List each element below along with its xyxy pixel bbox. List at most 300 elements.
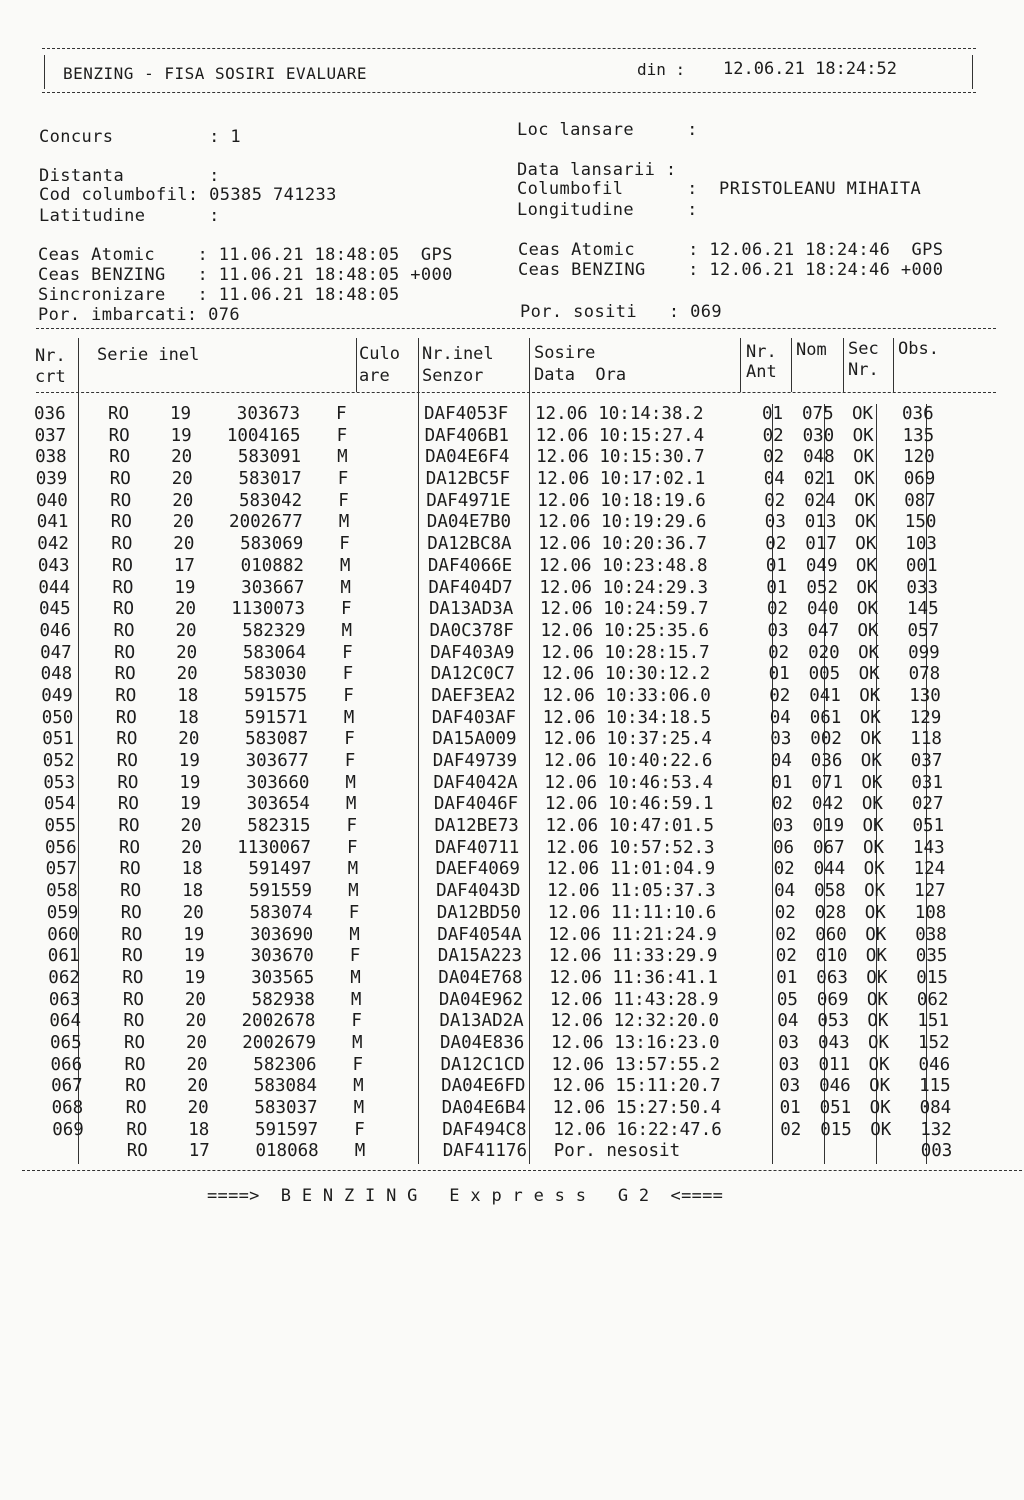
row-country-cell: RO [125, 1076, 147, 1097]
row-obs-cell: 036 [902, 404, 934, 424]
row-year-cell: 20 [178, 729, 200, 750]
row-sec-cell: OK [865, 924, 887, 945]
table-row [46, 859, 1024, 881]
row-sex-cell: M [345, 794, 357, 815]
row-antenna-cell: 03 [778, 1032, 800, 1053]
row-sec-cell: OK [852, 425, 874, 446]
row-obs-cell: 087 [904, 490, 936, 511]
table-row [40, 621, 1024, 643]
row-sec-cell: OK [861, 794, 883, 815]
row-sex-cell: M [345, 772, 356, 793]
col-header-serie: Serie inel [97, 345, 200, 365]
row-antenna-cell: 04 [774, 881, 796, 902]
row-nr-cell: 045 [39, 599, 71, 620]
row-nr-cell: 058 [46, 881, 78, 902]
row-sensor-cell: DAEF4069 [435, 859, 520, 880]
row-antenna-cell: 01 [768, 664, 790, 685]
row-sex-cell: F [338, 490, 349, 511]
table-header-divider [36, 392, 996, 393]
row-year-cell: 19 [184, 967, 206, 988]
table-row [53, 1141, 1024, 1163]
arrivals-table [34, 404, 1024, 1163]
row-antenna-cell: 03 [764, 512, 786, 533]
row-year-cell: 19 [183, 924, 205, 945]
row-sex-cell: M [350, 967, 361, 988]
row-nr-cell: 042 [37, 534, 69, 555]
row-country-cell: RO [120, 881, 142, 902]
row-year-cell: 19 [170, 404, 192, 424]
row-sex-cell: F [342, 642, 353, 663]
row-sex-cell: F [352, 1054, 364, 1075]
row-sec-cell: OK [860, 729, 882, 750]
row-country-cell: RO [122, 989, 144, 1010]
row-sensor-cell: DA15A223 [437, 946, 523, 967]
row-arrival-cell: 12.06 11:21:24.9 [548, 924, 717, 945]
row-country-cell: RO [110, 512, 132, 533]
col-header-nom: Nom [796, 340, 827, 360]
row-ring-cell: 1004165 [226, 425, 301, 446]
row-country-cell: RO [123, 1011, 145, 1032]
row-country-cell: RO [109, 469, 131, 490]
row-antenna-cell: 02 [780, 1119, 802, 1140]
row-ring-cell: 582306 [253, 1054, 317, 1075]
row-year-cell: 20 [187, 1098, 209, 1118]
row-country-cell: RO [110, 490, 132, 511]
row-obs-cell: 046 [918, 1054, 951, 1075]
row-sec-cell: OK [864, 902, 886, 923]
row-nom-cell: 015 [820, 1119, 852, 1140]
ceas-atomic-right: Ceas Atomic : 12.06.21 18:24:46 GPS [518, 240, 944, 260]
row-nom-cell: 020 [808, 642, 840, 663]
row-obs-cell: 150 [904, 512, 937, 533]
row-sensor-cell: DA0C378F [429, 620, 514, 641]
row-sec-cell: OK [867, 1011, 889, 1032]
date-label: din : [637, 60, 686, 79]
row-ring-cell: 591497 [248, 859, 312, 880]
row-country-cell: RO [126, 1141, 148, 1162]
row-ring-cell: 303673 [236, 404, 300, 424]
row-sex-cell: M [352, 1032, 363, 1053]
row-obs-cell: 129 [909, 707, 942, 728]
row-obs-cell: 033 [906, 577, 939, 598]
col-header-sec-nr: Nr. [848, 360, 879, 380]
loc-lansare-field: Loc lansare : [517, 120, 698, 140]
row-sec-cell: OK [861, 772, 883, 793]
row-country-cell: RO [124, 1032, 146, 1053]
row-country-cell: RO [115, 707, 137, 728]
row-year-cell: 18 [177, 707, 199, 728]
por-imbarcati-field: Por. imbarcati: 076 [38, 305, 241, 325]
row-arrival-cell: 12.06 12:32:20.0 [550, 1011, 719, 1032]
row-sensor-cell: DA12C1CD [440, 1054, 525, 1075]
row-nom-cell: 042 [811, 794, 844, 815]
footer-banner: ====> B E N Z I N G E x p r e s s G 2 <==== [207, 1186, 724, 1206]
row-arrival-cell: 12.06 11:01:04.9 [546, 859, 716, 880]
row-sex-cell: F [343, 685, 354, 706]
row-nr-cell: 043 [37, 555, 70, 576]
row-arrival-cell: 12.06 11:33:29.9 [548, 946, 718, 967]
row-antenna-cell: 03 [772, 816, 794, 837]
report-date: 12.06.21 18:24:52 [723, 59, 897, 79]
row-sensor-cell: DAF406B1 [424, 425, 509, 446]
table-row [38, 556, 1024, 578]
row-sex-cell: M [354, 1141, 366, 1162]
row-nom-cell: 019 [812, 816, 845, 837]
row-sex-cell: F [354, 1119, 365, 1140]
row-sec-cell: OK [864, 881, 886, 902]
row-nom-cell: 060 [815, 924, 847, 945]
row-sex-cell: F [344, 729, 355, 750]
col-header-senzor: Senzor [422, 366, 484, 386]
row-antenna-cell: 02 [763, 447, 785, 468]
row-arrival-cell: 12.06 10:24:29.3 [539, 577, 708, 598]
row-ring-cell: 010882 [240, 555, 304, 576]
row-obs-cell: 027 [911, 794, 944, 815]
row-year-cell: 20 [185, 1011, 207, 1032]
row-arrival-cell: 12.06 10:15:27.4 [535, 425, 705, 446]
cod-columbofil-field: Cod columbofil: 05385 741233 [39, 185, 337, 205]
row-arrival-cell: 12.06 10:46:53.4 [544, 772, 713, 793]
row-sec-cell: OK [854, 490, 876, 511]
row-nr-cell: 057 [45, 859, 78, 880]
row-ring-cell: 582315 [247, 816, 311, 837]
row-nr-cell: 055 [44, 816, 77, 837]
row-sensor-cell: DA04E6B4 [441, 1098, 526, 1118]
row-antenna-cell: 04 [763, 469, 785, 490]
table-row [48, 968, 1024, 990]
row-year-cell: 20 [186, 1054, 208, 1075]
row-year-cell: 20 [172, 512, 194, 533]
row-obs-cell: 120 [903, 447, 935, 468]
row-ring-cell: 303677 [245, 751, 309, 771]
row-sec-cell: OK [862, 816, 884, 837]
row-country-cell: RO [125, 1098, 147, 1118]
row-year-cell: 18 [177, 685, 199, 706]
col-header-nr-ant: Nr. [746, 342, 777, 362]
row-nom-cell: 063 [816, 967, 848, 988]
col-header-obs: Obs. [898, 339, 939, 359]
row-sex-cell: M [347, 859, 359, 880]
row-obs-cell: 051 [912, 816, 945, 837]
row-nr-cell: 059 [46, 902, 79, 923]
table-row [36, 469, 1024, 491]
row-sensor-cell: DAF4066E [427, 555, 513, 576]
table-row [35, 426, 1024, 448]
table-row [51, 1076, 1024, 1098]
row-country-cell: RO [121, 924, 143, 945]
table-row [38, 578, 1024, 600]
row-nr-cell: 038 [35, 447, 67, 468]
row-obs-cell: 038 [915, 924, 947, 945]
row-arrival-cell: 12.06 15:11:20.7 [552, 1076, 721, 1097]
row-antenna-cell: 03 [778, 1054, 800, 1075]
row-obs-cell: 127 [914, 881, 946, 902]
row-sex-cell: F [344, 751, 356, 771]
row-antenna-cell: 06 [773, 837, 795, 858]
table-row [44, 794, 1024, 816]
row-sensor-cell: DA12BC5F [425, 469, 510, 490]
row-sex-cell: F [351, 1011, 362, 1032]
row-nom-cell: 002 [810, 729, 842, 750]
row-arrival-cell: 12.06 10:28:15.7 [541, 642, 710, 663]
header-left-border [44, 55, 45, 89]
row-nr-cell: 036 [34, 404, 66, 424]
row-ring-cell: 583069 [240, 534, 304, 555]
row-antenna-cell: 01 [771, 772, 793, 793]
row-nr-cell: 041 [36, 512, 69, 533]
row-arrival-cell: 12.06 10:37:25.4 [543, 729, 712, 750]
row-antenna-cell: 05 [776, 989, 798, 1010]
row-country-cell: RO [114, 664, 136, 685]
row-nom-cell: 028 [814, 902, 847, 923]
row-year-cell: 20 [176, 664, 198, 685]
table-row [36, 491, 1024, 513]
row-sex-cell: M [339, 555, 351, 576]
row-sensor-cell: DAF40711 [435, 837, 520, 858]
row-sec-cell: OK [868, 1054, 890, 1075]
data-lansarii-field: Data lansarii : [517, 160, 677, 180]
row-sex-cell: F [337, 469, 349, 490]
col-header-crt: crt [35, 367, 66, 387]
row-obs-cell: 057 [907, 620, 940, 641]
row-sec-cell: OK [870, 1119, 892, 1140]
row-obs-cell: 115 [919, 1076, 951, 1097]
col-sep-6 [791, 338, 792, 392]
row-country-cell: RO [113, 599, 135, 620]
row-sec-cell: OK [865, 946, 887, 967]
row-sex-cell: F [347, 837, 358, 858]
row-ring-cell: 583037 [254, 1098, 318, 1118]
row-ring-cell: 2002678 [241, 1011, 316, 1032]
col-header-sec: Sec [848, 339, 879, 359]
row-country-cell: RO [120, 902, 142, 923]
row-nr-cell: 037 [34, 425, 67, 446]
report-title: BENZING - FISA SOSIRI EVALUARE [63, 64, 367, 83]
row-arrival-cell: 12.06 10:23:48.8 [538, 555, 708, 576]
row-sex-cell: M [343, 707, 355, 728]
row-country-cell: RO [117, 772, 139, 793]
row-sex-cell: F [349, 946, 361, 967]
row-nom-cell: 043 [818, 1032, 850, 1053]
row-ring-cell: 582329 [242, 620, 306, 641]
table-row [50, 1033, 1024, 1055]
table-row [52, 1098, 1024, 1120]
row-nom-cell: 053 [817, 1011, 850, 1032]
row-year-cell: 18 [181, 859, 203, 880]
row-antenna-cell: 03 [779, 1076, 801, 1097]
row-nom-cell: 051 [819, 1098, 852, 1118]
row-sex-cell: F [346, 816, 358, 837]
row-sensor-cell: DAF49739 [432, 751, 518, 771]
row-ring-cell: 591559 [248, 881, 313, 902]
row-obs-cell: 151 [917, 1011, 950, 1032]
row-sensor-cell: DA04E962 [438, 989, 524, 1010]
row-obs-cell: 069 [903, 469, 936, 490]
row-sensor-cell: DA12BE73 [434, 816, 519, 837]
row-sex-cell: M [338, 512, 350, 533]
table-bottom-border [22, 1170, 1022, 1171]
row-sensor-cell: DA04E6FD [441, 1076, 526, 1097]
row-obs-cell: 145 [907, 599, 939, 620]
row-nom-cell: 036 [810, 751, 843, 771]
table-row [49, 1011, 1024, 1033]
row-ring-cell: 583091 [237, 447, 302, 468]
row-ring-cell: 303667 [241, 577, 305, 598]
col-header-inel: Nr.inel [422, 344, 494, 364]
row-ring-cell: 583084 [253, 1076, 318, 1097]
row-obs-cell: 015 [916, 967, 948, 988]
row-country-cell: RO [119, 859, 141, 880]
row-nr-cell: 067 [51, 1076, 83, 1097]
row-sensor-cell: DA12C0C7 [430, 664, 515, 685]
row-nom-cell: 069 [816, 989, 849, 1010]
row-arrival-cell: 12.06 11:36:41.1 [549, 967, 718, 988]
row-nom-cell: 049 [805, 555, 838, 576]
table-row [51, 1055, 1024, 1077]
row-nom-cell: 030 [802, 425, 835, 446]
row-country-cell: RO [116, 751, 138, 771]
row-year-cell: 20 [172, 490, 194, 511]
col-header-nr: Nr. [35, 346, 66, 366]
row-arrival-cell: 12.06 13:16:23.0 [551, 1032, 720, 1053]
row-nr-cell: 051 [42, 729, 74, 750]
row-antenna-cell: 02 [771, 794, 793, 815]
row-nom-cell: 061 [809, 707, 842, 728]
row-sec-cell: OK [863, 837, 885, 858]
row-year-cell: 19 [170, 425, 192, 446]
row-nom-cell: 041 [809, 685, 841, 706]
col-header-ant: Ant [746, 362, 777, 382]
row-nr-cell: 047 [40, 642, 72, 663]
row-obs-cell: 003 [920, 1141, 953, 1162]
row-sex-cell: M [350, 989, 362, 1010]
row-year-cell: 20 [173, 534, 195, 555]
row-country-cell: RO [111, 555, 133, 576]
row-nr-cell: 060 [47, 924, 79, 945]
row-antenna-cell: 01 [762, 404, 784, 424]
row-nr-cell: 044 [38, 577, 71, 598]
row-nom-cell: 005 [808, 664, 841, 685]
row-country-cell: RO [114, 642, 136, 663]
row-arrival-cell: 12.06 10:40:22.6 [543, 751, 713, 771]
row-nr-cell: 061 [47, 946, 80, 967]
ceas-benzing-right: Ceas BENZING : 12.06.21 18:24:46 +000 [518, 260, 944, 280]
row-ring-cell: 303660 [246, 772, 310, 793]
row-sec-cell: OK [854, 512, 876, 533]
row-sec-cell: OK [869, 1098, 891, 1118]
row-nr-cell: 062 [48, 967, 80, 988]
row-sensor-cell: DA12BD50 [436, 902, 521, 923]
columbofil-field: Columbofil : PRISTOLEANU MIHAITA [517, 179, 922, 199]
table-row [40, 643, 1024, 665]
table-row [41, 664, 1024, 686]
row-ring-cell: 582938 [251, 989, 315, 1010]
row-country-cell: RO [117, 794, 139, 815]
table-top-border [36, 328, 996, 329]
row-year-cell: 20 [184, 989, 206, 1010]
row-sec-cell: OK [858, 642, 880, 663]
row-nom-cell: 046 [819, 1076, 851, 1097]
row-sex-cell: F [341, 599, 352, 620]
row-ring-cell: 583064 [242, 642, 307, 663]
longitudine-field: Longitudine : [517, 200, 698, 220]
row-year-cell: 20 [182, 902, 204, 923]
row-nr-cell: 048 [40, 664, 73, 685]
row-antenna-cell: 02 [767, 599, 789, 620]
row-year-cell: 20 [186, 1032, 208, 1053]
table-row [47, 925, 1024, 947]
row-sensor-cell: DAF4046F [433, 794, 519, 815]
row-antenna-cell: 03 [767, 620, 789, 641]
row-antenna-cell: 04 [777, 1011, 799, 1032]
row-ring-cell: 303654 [246, 794, 310, 815]
row-country-cell: RO [118, 816, 140, 837]
row-country-cell: RO [109, 447, 131, 468]
row-country-cell: RO [126, 1119, 148, 1140]
row-nom-cell: 010 [815, 946, 848, 967]
table-row [42, 729, 1024, 751]
row-arrival-cell: 12.06 10:25:35.6 [540, 620, 710, 641]
row-antenna-cell: 04 [769, 707, 791, 728]
row-sec-cell: OK [866, 989, 888, 1010]
row-sec-cell: OK [855, 534, 877, 555]
row-country-cell: RO [111, 534, 133, 555]
row-sensor-cell: DAEF3EA2 [431, 685, 516, 706]
row-sec-cell: OK [859, 685, 881, 706]
row-sec-cell: OK [868, 1032, 890, 1053]
row-nr-cell: 064 [49, 1011, 82, 1032]
row-year-cell: 20 [171, 447, 193, 468]
row-antenna-cell: 02 [774, 902, 796, 923]
row-sex-cell: F [348, 902, 360, 923]
row-arrival-cell: 12.06 10:20:36.7 [538, 534, 707, 555]
row-antenna-cell: 01 [765, 555, 787, 576]
row-ring-cell: 583042 [238, 490, 303, 511]
col-sep-8 [893, 338, 894, 392]
row-sensor-cell: DAF4043D [436, 881, 521, 902]
row-sex-cell: M [348, 881, 359, 902]
row-country-cell: RO [108, 425, 130, 446]
row-nom-cell: 013 [804, 512, 837, 533]
table-row [45, 816, 1024, 838]
row-arrival-cell: 12.06 10:15:30.7 [536, 447, 705, 468]
row-ring-cell: 303670 [250, 946, 314, 967]
ceas-benzing-left: Ceas BENZING : 11.06.21 18:48:05 +000 [38, 265, 453, 285]
row-nom-cell: 058 [814, 881, 846, 902]
row-nr-cell: 063 [48, 989, 81, 1010]
row-ring-cell: 591571 [244, 707, 308, 728]
table-row [48, 946, 1024, 968]
row-antenna-cell: 02 [768, 642, 790, 663]
table-row [45, 838, 1024, 860]
table-row [47, 903, 1024, 925]
row-obs-cell: 035 [915, 946, 948, 967]
row-antenna-cell: 01 [776, 967, 798, 988]
row-arrival-cell: 12.06 11:05:37.3 [547, 881, 716, 902]
table-row [42, 708, 1024, 730]
row-nr-cell: 039 [35, 469, 68, 490]
row-arrival-cell: 12.06 10:47:01.5 [545, 816, 715, 837]
row-ring-cell: 2002679 [242, 1032, 316, 1053]
row-sex-cell: M [341, 620, 353, 641]
row-ring-cell: 591597 [254, 1119, 319, 1140]
row-antenna-cell: 01 [766, 577, 788, 598]
row-ring-cell: 583087 [245, 729, 309, 750]
row-obs-cell: 103 [905, 534, 937, 555]
row-nom-cell: 067 [813, 837, 845, 858]
row-antenna-cell: 02 [773, 859, 795, 880]
row-country-cell: RO [115, 685, 137, 706]
